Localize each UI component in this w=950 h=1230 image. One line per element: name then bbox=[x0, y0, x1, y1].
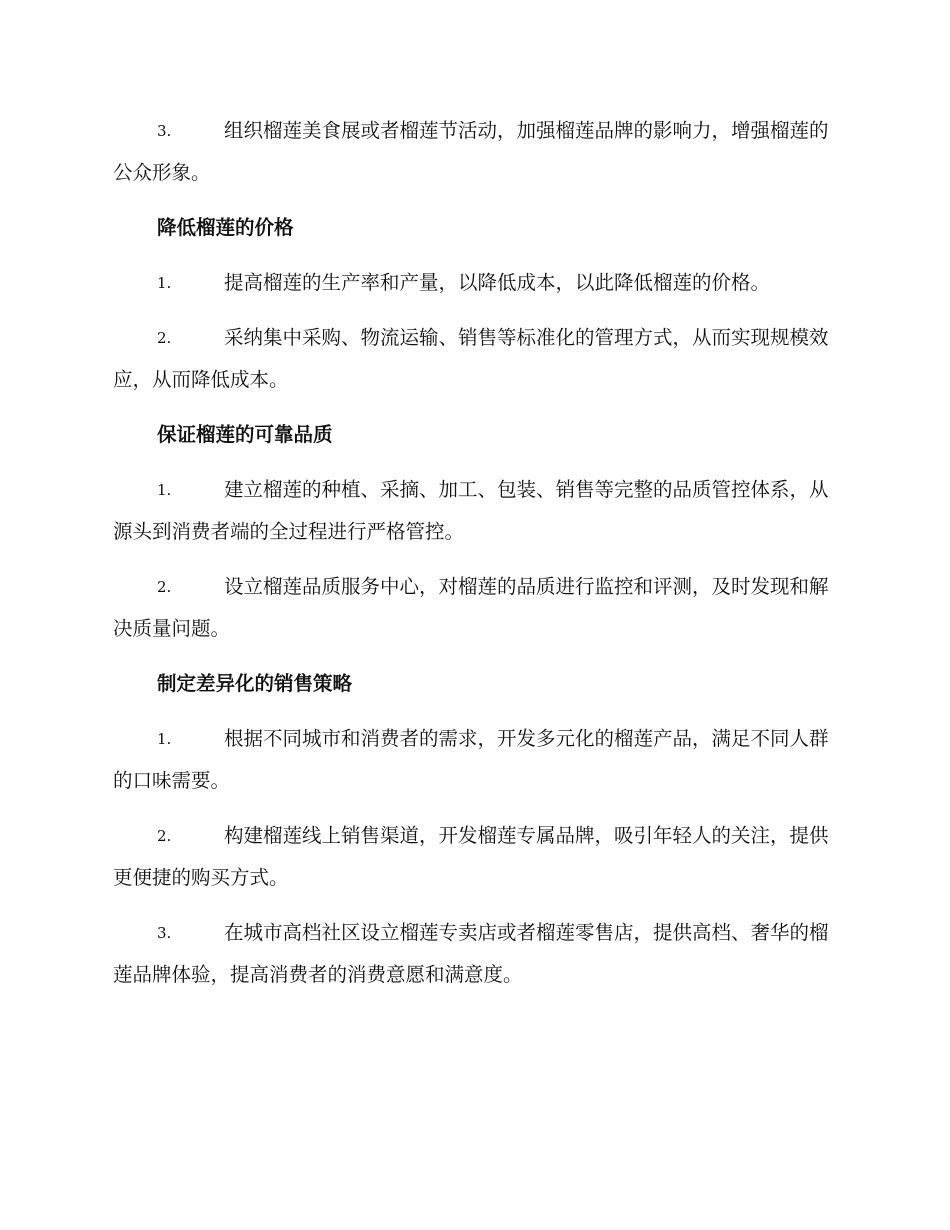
list-number: 1. bbox=[157, 274, 172, 292]
list-text: 设立榴莲品质服务中心，对榴莲的品质进行监控和评测，及时发现和解决质量问题。 bbox=[113, 575, 829, 640]
list-item bbox=[113, 566, 835, 650]
list-item bbox=[113, 718, 835, 802]
list-item bbox=[113, 110, 835, 194]
list-number: 2. bbox=[157, 827, 172, 845]
list-item bbox=[113, 317, 835, 401]
list-item bbox=[113, 912, 835, 996]
list-number: 2. bbox=[157, 329, 172, 347]
list-number: 3. bbox=[157, 122, 172, 140]
list-text: 根据不同城市和消费者的需求，开发多元化的榴莲产品，满足不同人群的口味需要。 bbox=[113, 727, 829, 792]
list-item bbox=[113, 469, 835, 553]
section-heading: 降低榴莲的价格 bbox=[157, 216, 294, 239]
list-text: 组织榴莲美食展或者榴莲节活动，加强榴莲品牌的影响力，增强榴莲的公众形象。 bbox=[113, 119, 829, 184]
document-body bbox=[113, 110, 835, 1009]
list-number: 3. bbox=[157, 924, 172, 942]
list-text: 在城市高档社区设立榴莲专卖店或者榴莲零售店，提供高档、奢华的榴莲品牌体验，提高消费者的消费意愿和满意度。 bbox=[113, 921, 829, 986]
list-number: 1. bbox=[157, 481, 172, 499]
list-text: 建立榴莲的种植、采摘、加工、包装、销售等完整的品质管控体系，从源头到消费者端的全过程进行严格管控。 bbox=[113, 478, 829, 543]
list-text: 采纳集中采购、物流运输、销售等标准化的管理方式，从而实现规模效应，从而降低成本。 bbox=[113, 326, 829, 391]
list-text: 提高榴莲的生产率和产量，以降低成本，以此降低榴莲的价格。 bbox=[224, 271, 771, 294]
list-item bbox=[113, 262, 835, 304]
list-number: 2. bbox=[157, 578, 172, 596]
list-text: 构建榴莲线上销售渠道，开发榴莲专属品牌，吸引年轻人的关注，提供更便捷的购买方式。 bbox=[113, 824, 829, 889]
section-heading: 保证榴莲的可靠品质 bbox=[157, 423, 333, 446]
list-item bbox=[113, 815, 835, 899]
section-heading: 制定差异化的销售策略 bbox=[157, 672, 353, 695]
list-number: 1. bbox=[157, 730, 172, 748]
